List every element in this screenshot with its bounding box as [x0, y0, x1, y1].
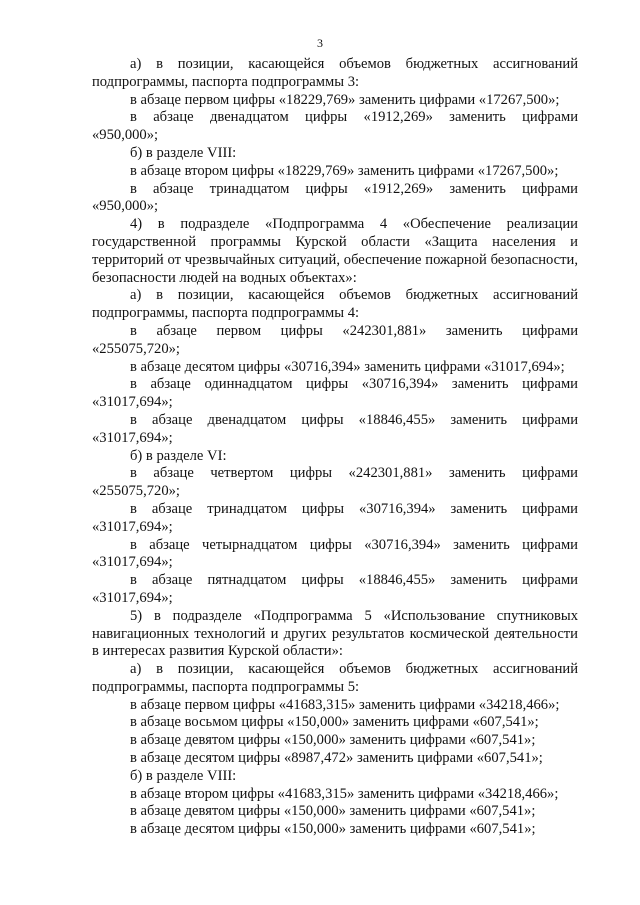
paragraph: в абзаце одиннадцатом цифры «30716,394» заменить цифрами — [130, 376, 578, 393]
paragraph: в абзаце пятнадцатом цифры «18846,455» заменить цифрами — [130, 572, 578, 589]
paragraph: в абзаце втором цифры «41683,315» заменить цифрами «34218,466»; — [130, 785, 559, 802]
paragraph: «31017,694»; — [92, 554, 173, 571]
paragraph: в абзаце девятом цифры «150,000» заменить цифрами «607,541»; — [130, 803, 536, 820]
paragraph: в абзаце первом цифры «242301,881» заменить цифрами — [130, 322, 578, 339]
paragraph: б) в разделе VI: — [130, 447, 227, 464]
paragraph: «31017,694»; — [92, 429, 173, 446]
paragraph: «31017,694»; — [92, 394, 173, 411]
paragraph: в абзаце восьмом цифры «150,000» заменить цифрами «607,541»; — [130, 714, 539, 731]
paragraph: б) в разделе VIII: — [130, 144, 237, 161]
paragraph: б) в разделе VIII: — [130, 767, 237, 784]
paragraph: а) в позиции, касающейся объемов бюджетных ассигнований подпрограммы, паспорта подпрограммы 5: — [92, 661, 578, 695]
paragraph: в абзаце десятом цифры «8987,472» заменить цифрами «607,541»; — [130, 750, 543, 767]
paragraph: «31017,694»; — [92, 518, 173, 535]
page-number: 3 — [317, 36, 323, 50]
paragraph: в абзаце первом цифры «41683,315» заменить цифрами «34218,466»; — [130, 696, 560, 713]
paragraph: 5) в подразделе «Подпрограмма 5 «Использование спутниковых навигационных технологий и других результатов космической деятельности в интересах развития Курской области»: — [92, 607, 578, 660]
paragraph: «31017,694»; — [92, 589, 173, 606]
paragraph: в абзаце двенадцатом цифры «1912,269» заменить цифрами — [130, 109, 578, 126]
paragraph: в абзаце тринадцатом цифры «1912,269» заменить цифрами — [130, 180, 578, 197]
paragraph: «950,000»; — [92, 198, 159, 215]
paragraph: а) в позиции, касающейся объемов бюджетных ассигнований подпрограммы, паспорта подпрограммы 3: — [92, 56, 578, 90]
paragraph: в абзаце тринадцатом цифры «30716,394» заменить цифрами — [130, 500, 578, 517]
paragraph: «255075,720»; — [92, 340, 180, 357]
paragraph: в абзаце четырнадцатом цифры «30716,394» заменить цифрами — [130, 536, 578, 553]
paragraph: в абзаце девятом цифры «150,000» заменить цифрами «607,541»; — [130, 732, 536, 749]
paragraph: «255075,720»; — [92, 483, 180, 500]
paragraph: в абзаце десятом цифры «150,000» заменить цифрами «607,541»; — [130, 821, 536, 838]
paragraph: в абзаце четвертом цифры «242301,881» заменить цифрами — [130, 465, 578, 482]
paragraph: в абзаце первом цифры «18229,769» заменить цифрами «17267,500»; — [130, 91, 560, 108]
paragraph: в абзаце двенадцатом цифры «18846,455» заменить цифрами — [130, 411, 578, 428]
paragraph: 4) в подразделе «Подпрограмма 4 «Обеспечение реализации государственной программы Курской области «Защита населения и территорий от чрезвычайных ситуаций, обеспечение пожарной безопасности, безопасности людей на водных объектах»: — [92, 216, 578, 286]
document-body — [92, 56, 578, 839]
paragraph: в абзаце втором цифры «18229,769» заменить цифрами «17267,500»; — [130, 162, 559, 179]
paragraph: а) в позиции, касающейся объемов бюджетных ассигнований подпрограммы, паспорта подпрограммы 4: — [92, 287, 578, 322]
paragraph: «950,000»; — [92, 127, 159, 144]
paragraph: в абзаце десятом цифры «30716,394» заменить цифрами «31017,694»; — [130, 358, 565, 375]
